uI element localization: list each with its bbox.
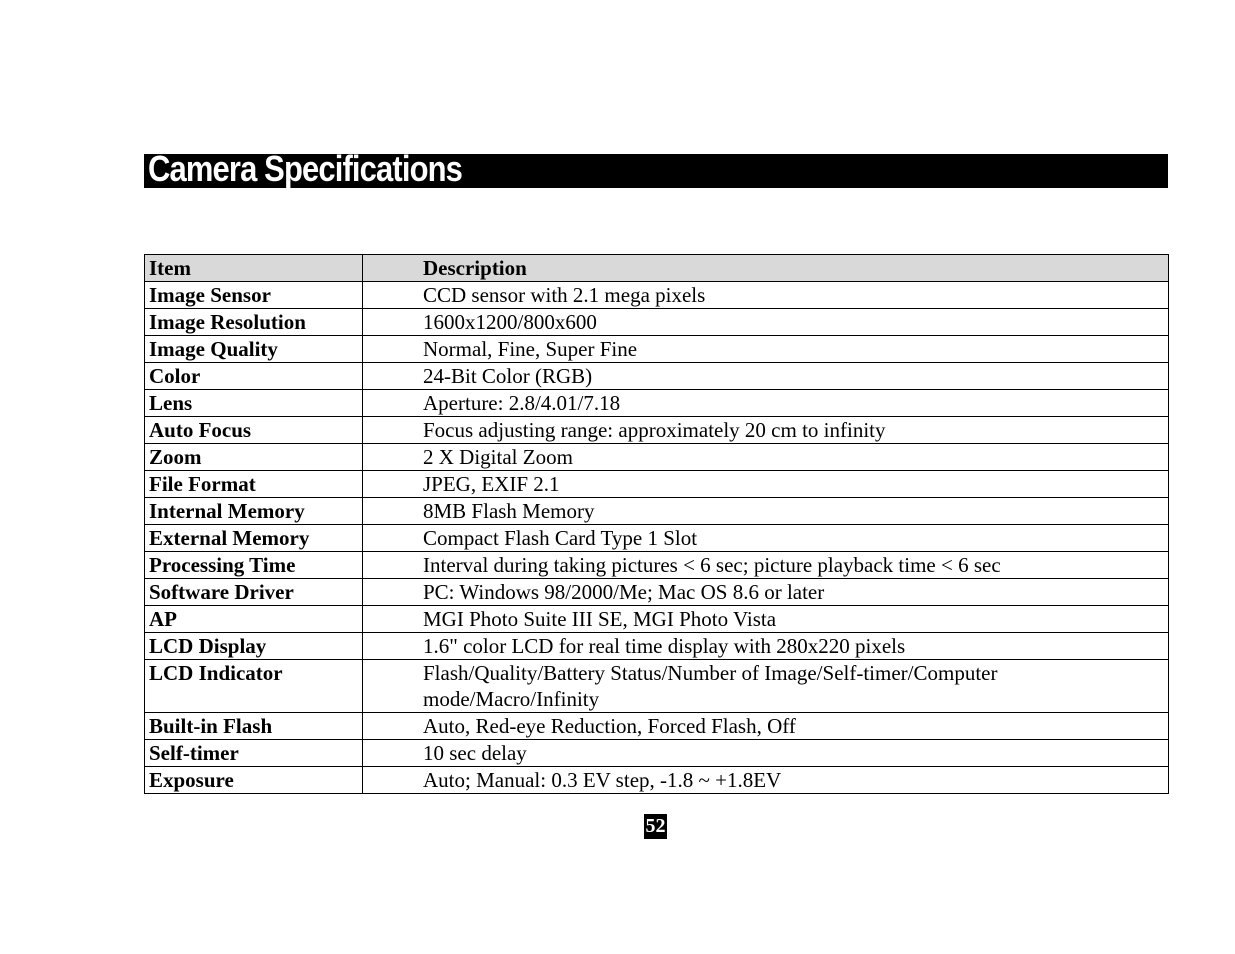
row-description: 10 sec delay	[363, 740, 1169, 767]
row-description: 8MB Flash Memory	[363, 498, 1169, 525]
row-item: AP	[145, 606, 363, 633]
table-header-row	[145, 255, 1169, 282]
table-row	[145, 552, 1169, 579]
table-row	[145, 282, 1169, 309]
row-description: Aperture: 2.8/4.01/7.18	[363, 390, 1169, 417]
row-description: Flash/Quality/Battery Status/Number of Image/Self-timer/Computer mode/Macro/Infinity	[363, 660, 1169, 713]
row-item: Image Resolution	[145, 309, 363, 336]
row-description: 24-Bit Color (RGB)	[363, 363, 1169, 390]
row-item: External Memory	[145, 525, 363, 552]
title-bar	[144, 148, 1168, 189]
page-title: Camera Specifications	[148, 148, 463, 189]
row-description: JPEG, EXIF 2.1	[363, 471, 1169, 498]
row-item: File Format	[145, 471, 363, 498]
row-description: PC: Windows 98/2000/Me; Mac OS 8.6 or later	[363, 579, 1169, 606]
row-description: 1600x1200/800x600	[363, 309, 1169, 336]
row-item: Built-in Flash	[145, 713, 363, 740]
row-description: Auto, Red-eye Reduction, Forced Flash, Off	[363, 713, 1169, 740]
table-row	[145, 713, 1169, 740]
row-item: Internal Memory	[145, 498, 363, 525]
row-description: Focus adjusting range: approximately 20 cm to infinity	[363, 417, 1169, 444]
table-row	[145, 767, 1169, 794]
table-row	[145, 660, 1169, 713]
table-row	[145, 444, 1169, 471]
table-row	[145, 525, 1169, 552]
table-row	[145, 498, 1169, 525]
row-description: Auto; Manual: 0.3 EV step, -1.8 ~ +1.8EV	[363, 767, 1169, 794]
row-item: Zoom	[145, 444, 363, 471]
row-item: LCD Display	[145, 633, 363, 660]
table-row	[145, 336, 1169, 363]
row-description: Normal, Fine, Super Fine	[363, 336, 1169, 363]
row-item: Image Quality	[145, 336, 363, 363]
row-description: 1.6" color LCD for real time display with 280x220 pixels	[363, 633, 1169, 660]
row-description: CCD sensor with 2.1 mega pixels	[363, 282, 1169, 309]
table-row	[145, 606, 1169, 633]
table-row	[145, 579, 1169, 606]
row-item: Exposure	[145, 767, 363, 794]
row-description: 2 X Digital Zoom	[363, 444, 1169, 471]
page-number: 52	[645, 815, 666, 837]
row-item: Processing Time	[145, 552, 363, 579]
table-row	[145, 633, 1169, 660]
row-item: Auto Focus	[145, 417, 363, 444]
table-row	[145, 390, 1169, 417]
table-row	[145, 309, 1169, 336]
table-row	[145, 471, 1169, 498]
table-row	[145, 740, 1169, 767]
table-row	[145, 417, 1169, 444]
row-item: Color	[145, 363, 363, 390]
row-description: Compact Flash Card Type 1 Slot	[363, 525, 1169, 552]
row-item: LCD Indicator	[145, 660, 363, 713]
row-description: Interval during taking pictures < 6 sec; picture playback time < 6 sec	[363, 552, 1169, 579]
row-item: Software Driver	[145, 579, 363, 606]
spec-table	[144, 254, 1169, 794]
header-item: Item	[145, 255, 363, 282]
row-item: Lens	[145, 390, 363, 417]
header-description: Description	[363, 255, 1169, 282]
row-description: MGI Photo Suite III SE, MGI Photo Vista	[363, 606, 1169, 633]
row-item: Self-timer	[145, 740, 363, 767]
row-item: Image Sensor	[145, 282, 363, 309]
table-row	[145, 363, 1169, 390]
